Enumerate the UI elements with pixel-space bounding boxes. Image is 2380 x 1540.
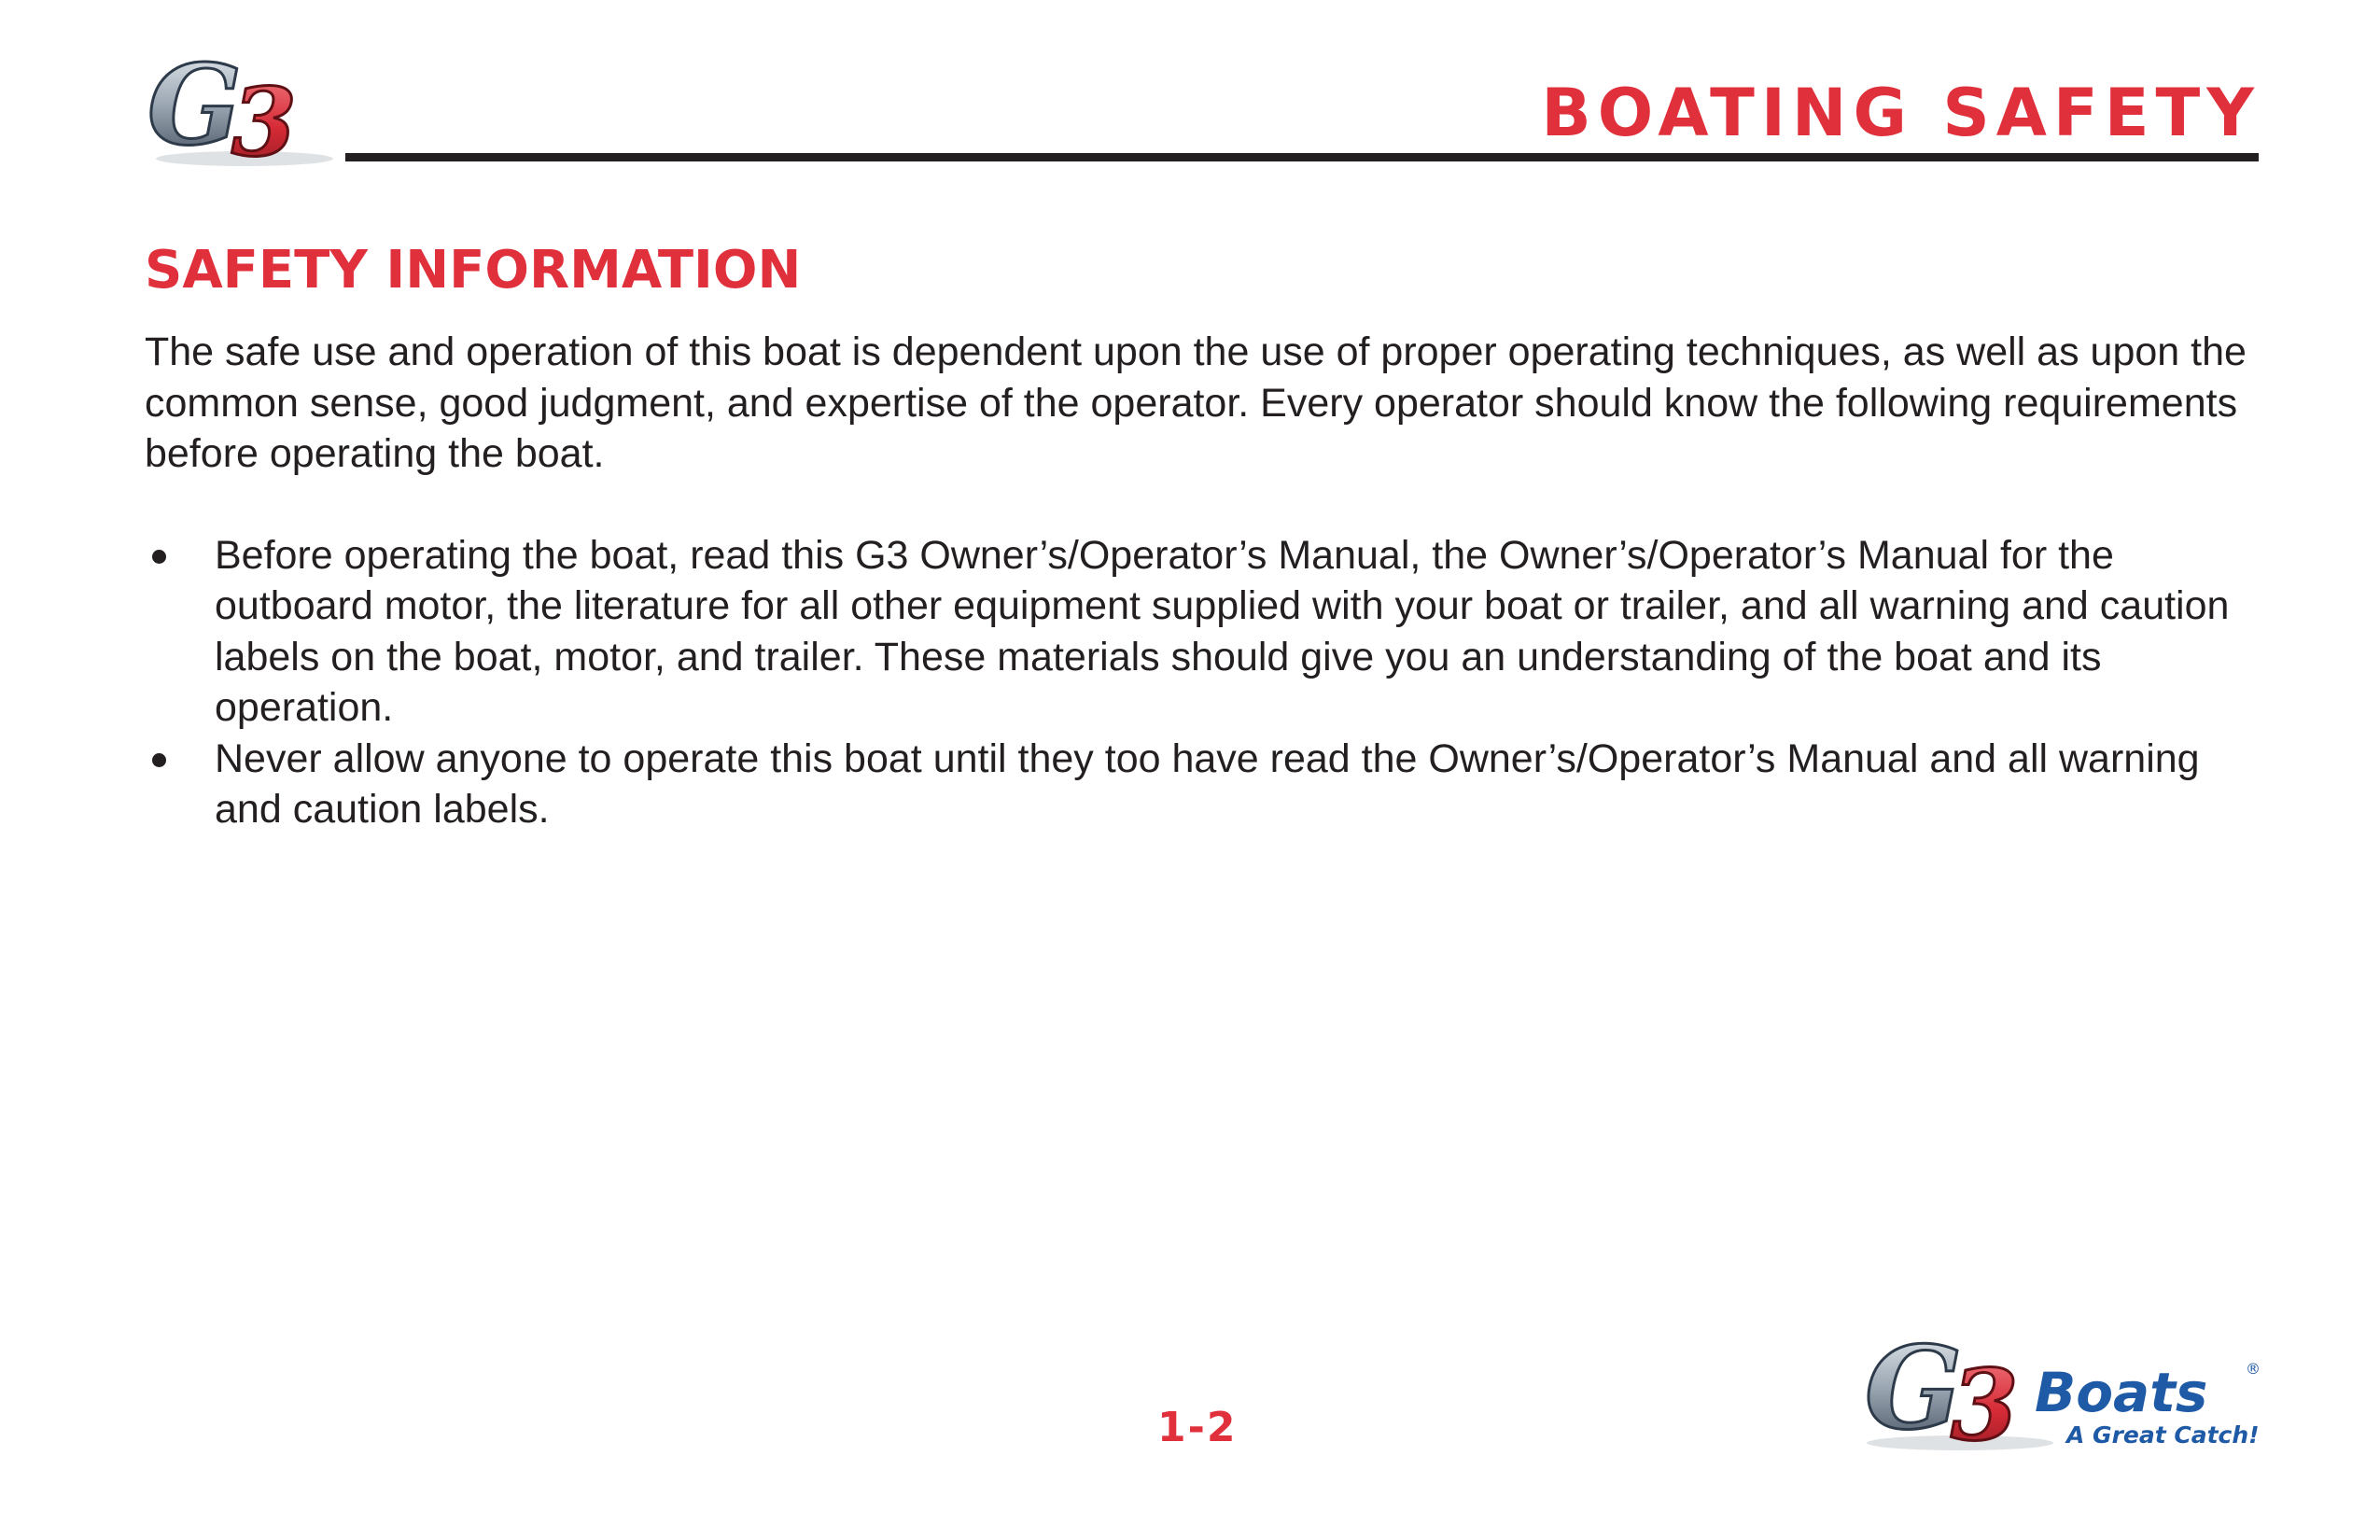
section-heading: SAFETY INFORMATION [145,240,802,301]
svg-text:3: 3 [231,67,297,175]
svg-text:G: G [1865,1321,1963,1455]
svg-text:Boats: Boats [2035,1361,2208,1424]
header-rule [345,153,2259,161]
bullet-icon [152,550,166,564]
requirements-list [145,530,2263,835]
bullet-icon [152,753,166,767]
svg-text:®: ® [2246,1360,2261,1378]
svg-text:3: 3 [1951,1348,2019,1456]
page-number: 1-2 [1157,1404,1238,1451]
svg-text:A Great Catch!: A Great Catch! [2066,1421,2260,1449]
content-body [145,327,2263,835]
list-item-text: Never allow anyone to operate this boat until they too have read the Owner’s/Operator’s Manual and all warning and caution labels. [215,735,2200,832]
svg-text:G: G [147,40,242,170]
chapter-title: BOATING SAFETY [1541,75,2261,151]
g3-logo [140,39,350,175]
g3-boats-logo [1857,1316,2268,1456]
list-item [145,734,2263,835]
intro-paragraph: The safe use and operation of this boat is dependent upon the use of proper operating techniques, as well as upon the common sense, good judgment, and expertise of the operator. Every operator should know the following requirements before operating the boat. [145,329,2247,476]
list-item-text: Before operating the boat, read this G3 Owner’s/Operator’s Manual, the Owner’s/Operator’s Manual for the outboard motor, the literature for all other equipment supplied with your boat or trailer, and all warning and caution labels on the boat, motor, and trailer. These materials should give you an understanding of the boat and its operation. [215,532,2230,730]
list-item [145,530,2263,734]
